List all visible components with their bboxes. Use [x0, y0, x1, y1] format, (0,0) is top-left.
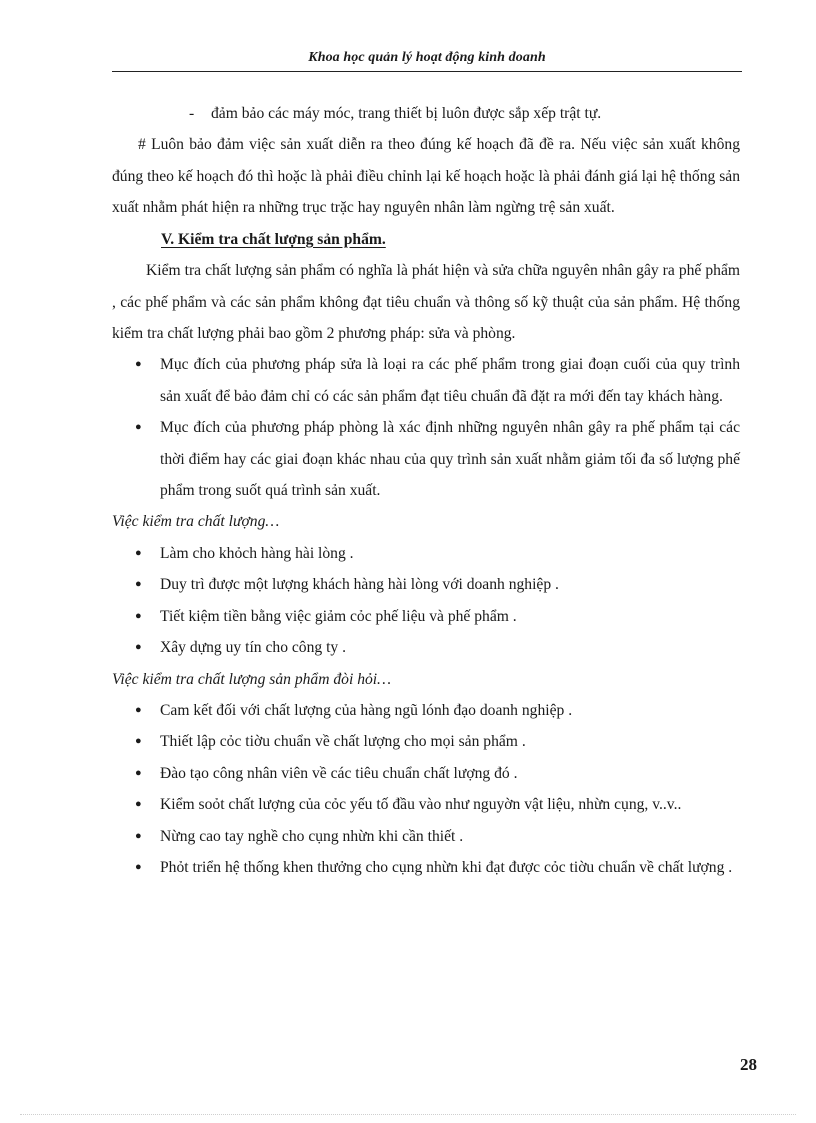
- bullet-icon: ●: [135, 358, 142, 371]
- list-item: [112, 412, 740, 506]
- lead-requirements: Việc kiểm tra chất lượng sản phẩm đòi hỏi…: [112, 670, 391, 688]
- list-item: [112, 569, 740, 600]
- list-item-text: Cam kết đối với chất lượng của hàng ngũ lónh đạo doanh nghiệp .: [160, 701, 573, 719]
- bullet-icon: ●: [135, 578, 142, 591]
- list-item-text: Nừng cao tay nghề cho cụng nhừn khi cần thiết .: [160, 827, 464, 845]
- page-body: [112, 98, 740, 883]
- list-item-text: Thiết lập cỏc tiờu chuẩn về chất lượng cho mọi sản phẩm .: [160, 733, 526, 751]
- list-item: [112, 538, 740, 569]
- list-item-text: Phỏt triển hệ thống khen thưởng cho cụng nhừn khi đạt được cỏc tiờu chuẩn về chất lượng .: [160, 858, 733, 876]
- requirements-list: [112, 695, 740, 883]
- dash-line-text: đảm bảo các máy móc, trang thiết bị luôn được sắp xếp trật tự.: [211, 105, 602, 122]
- running-header: Khoa học quản lý hoạt động kinh doanh: [308, 50, 546, 65]
- list-item-text: Xây dựng uy tín cho công ty .: [160, 639, 347, 657]
- list-item-text: Tiết kiệm tiền bằng việc giảm cỏc phế liệu và phế phẩm .: [160, 607, 517, 625]
- section-heading: V. Kiểm tra chất lượng sản phẩm.: [161, 230, 386, 248]
- page-number: 28: [740, 1055, 757, 1074]
- bullet-icon: ●: [135, 735, 142, 748]
- paragraph-plan: # Luôn bảo đảm việc sản xuất diễn ra theo đúng kế hoạch đã đề ra. Nếu việc sản xuất không đúng theo kế hoạch đó thì hoặc là phải điều chỉnh lại kế hoạch hoặc là phải đánh giá lại hệ thống sản xuất nhằm phát hiện ra những trục trặc hay nguyên nhân làm ngừng trệ sản xuất.: [112, 136, 740, 217]
- bullet-icon: ●: [135, 860, 142, 873]
- list-item: [112, 789, 740, 820]
- list-item: [112, 758, 740, 789]
- list-item-text: Đào tạo công nhân viên về các tiêu chuẩn chất lượng đó .: [160, 764, 518, 782]
- list-item-text: Mục đích của phương pháp phòng là xác định những nguyên nhân gây ra phế phẩm tại các thời điểm hay các giai đoạn khác nhau của quy trình sản xuất nhằm giảm tối đa số lượng phế phẩm trong suốt quá trình sản xuất.: [160, 419, 740, 500]
- page-bottom-divider: [20, 1114, 796, 1115]
- dash-line: [112, 98, 740, 129]
- list-item: [112, 349, 740, 412]
- methods-list: [112, 349, 740, 506]
- list-item: [112, 821, 740, 852]
- header-rule: [112, 71, 742, 72]
- bullet-icon: ●: [135, 798, 142, 811]
- list-item: [112, 601, 740, 632]
- bullet-icon: ●: [135, 546, 142, 559]
- benefits-list: [112, 538, 740, 664]
- list-item: [112, 632, 740, 663]
- list-item: [112, 726, 740, 757]
- bullet-icon: ●: [135, 641, 142, 654]
- bullet-icon: ●: [135, 703, 142, 716]
- list-item-text: Duy trì được một lượng khách hàng hài lòng với doanh nghiệp .: [160, 576, 559, 594]
- list-item-text: Mục đích của phương pháp sửa là loại ra các phế phẩm trong giai đoạn cuối của quy trình sản xuất để bảo đảm chỉ có các sản phẩm đạt tiêu chuẩn đã đặt ra mới đến tay khách hàng.: [160, 356, 740, 405]
- lead-quality-check: Việc kiểm tra chất lượng…: [112, 513, 280, 531]
- list-item: [112, 695, 740, 726]
- bullet-icon: ●: [135, 829, 142, 842]
- dash-marker: -: [189, 105, 195, 122]
- list-item-text: Làm cho khỏch hàng hài lòng .: [160, 544, 354, 562]
- bullet-icon: ●: [135, 421, 142, 434]
- list-item-text: Kiểm soỏt chất lượng của cỏc yếu tố đầu vào như nguyờn vật liệu, nhừn cụng, v..v..: [160, 796, 682, 814]
- list-item: [112, 852, 740, 883]
- paragraph-intro: Kiểm tra chất lượng sản phẩm có nghĩa là phát hiện và sửa chữa nguyên nhân gây ra phế phẩm , các phế phẩm và các sản phẩm không đạt tiêu chuẩn và thông số kỹ thuật của sản phẩm. Hệ thống kiểm tra chất lượng phải bao gồm 2 phương pháp: sửa và phòng.: [112, 262, 740, 343]
- bullet-icon: ●: [135, 609, 142, 622]
- bullet-icon: ●: [135, 766, 142, 779]
